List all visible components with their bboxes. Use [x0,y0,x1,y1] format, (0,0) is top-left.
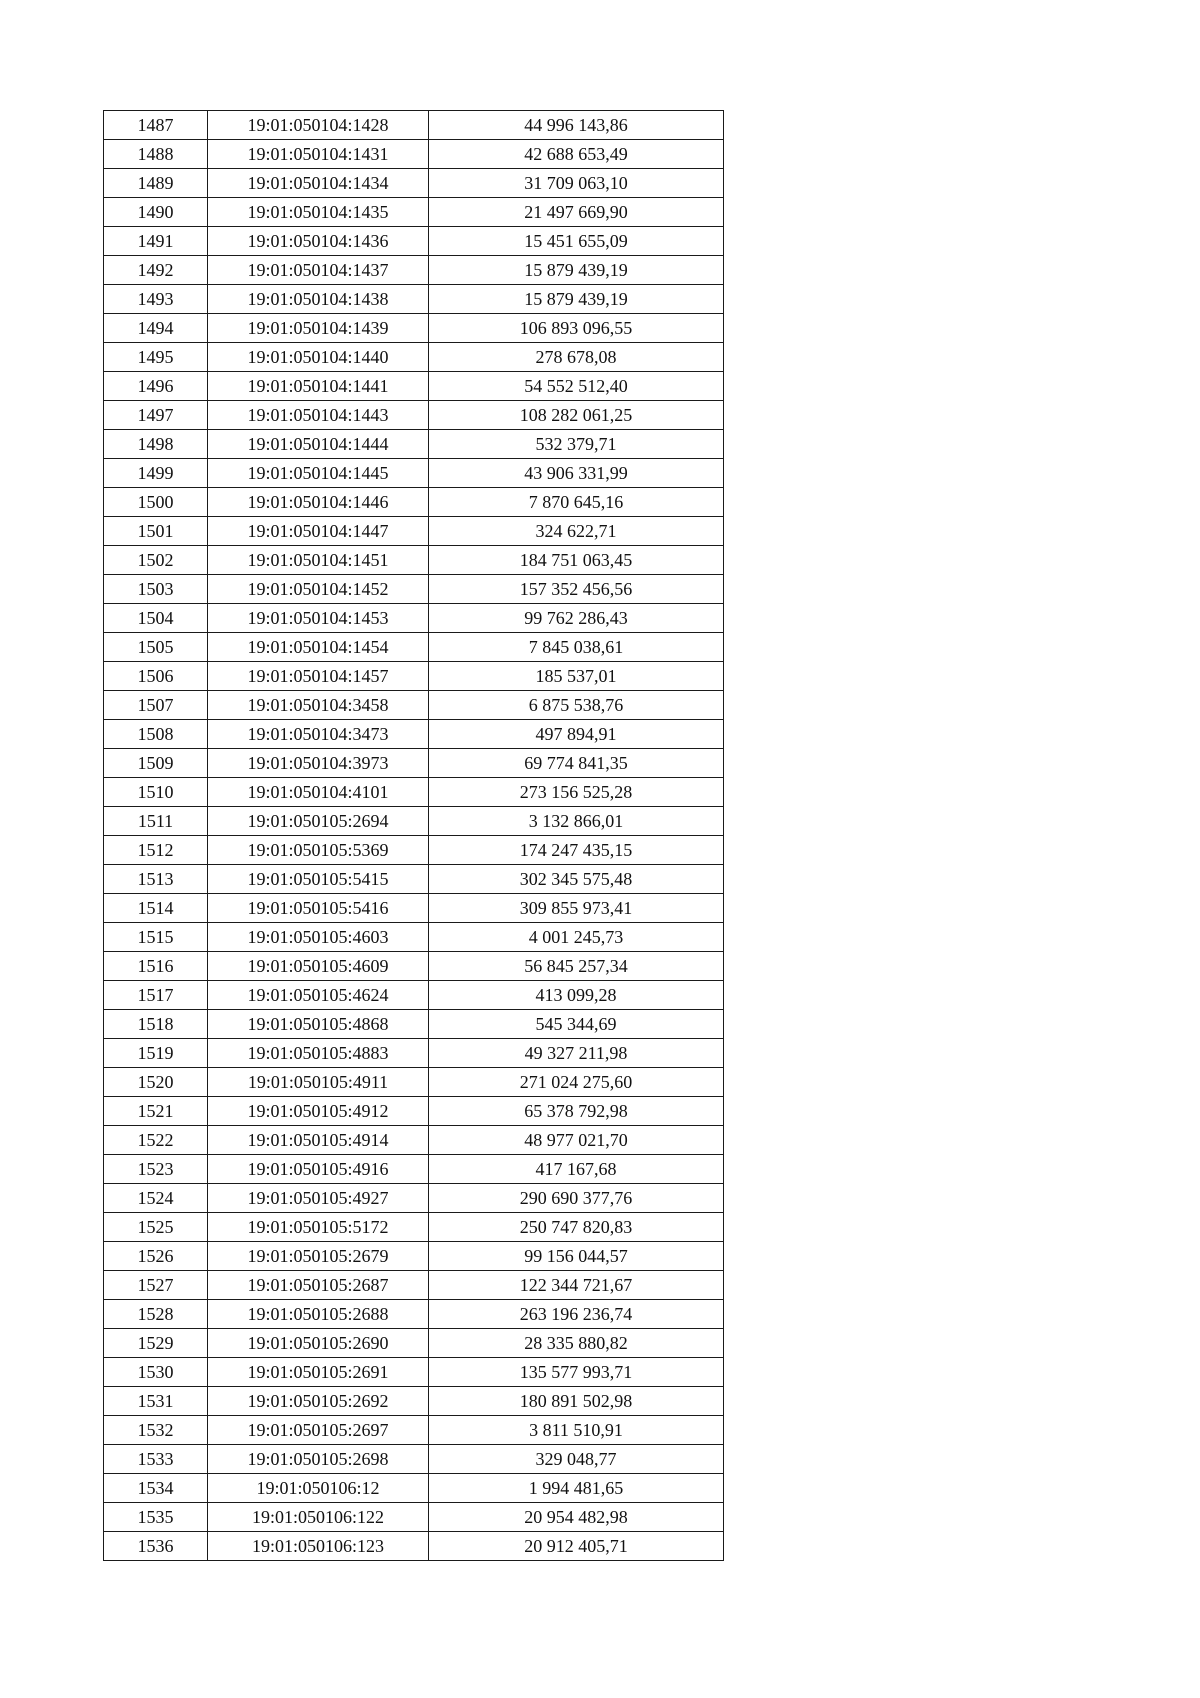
row-number-cell: 1525 [104,1213,208,1242]
table-row [104,169,724,198]
cadastral-number-cell: 19:01:050105:5172 [208,1213,429,1242]
cadastral-number-cell: 19:01:050104:1439 [208,314,429,343]
value-cell: 3 132 866,01 [429,807,724,836]
table-row [104,227,724,256]
table-row [104,401,724,430]
value-cell: 3 811 510,91 [429,1416,724,1445]
value-cell: 329 048,77 [429,1445,724,1474]
table-row [104,1242,724,1271]
table-row [104,662,724,691]
table-row [104,343,724,372]
value-cell: 135 577 993,71 [429,1358,724,1387]
cadastral-number-cell: 19:01:050105:5369 [208,836,429,865]
value-cell: 48 977 021,70 [429,1126,724,1155]
row-number-cell: 1521 [104,1097,208,1126]
row-number-cell: 1532 [104,1416,208,1445]
row-number-cell: 1508 [104,720,208,749]
table-row [104,1358,724,1387]
table-row [104,1184,724,1213]
row-number-cell: 1526 [104,1242,208,1271]
value-cell: 185 537,01 [429,662,724,691]
cadastral-number-cell: 19:01:050105:4609 [208,952,429,981]
row-number-cell: 1516 [104,952,208,981]
table-row [104,314,724,343]
row-number-cell: 1497 [104,401,208,430]
value-cell: 43 906 331,99 [429,459,724,488]
value-cell: 15 879 439,19 [429,285,724,314]
value-cell: 7 845 038,61 [429,633,724,662]
row-number-cell: 1511 [104,807,208,836]
table-row [104,778,724,807]
value-cell: 56 845 257,34 [429,952,724,981]
cadastral-number-cell: 19:01:050104:1436 [208,227,429,256]
table-row [104,140,724,169]
value-cell: 20 954 482,98 [429,1503,724,1532]
value-cell: 31 709 063,10 [429,169,724,198]
value-cell: 417 167,68 [429,1155,724,1184]
table-row [104,285,724,314]
table-row [104,865,724,894]
table-row [104,430,724,459]
cadastral-number-cell: 19:01:050105:4883 [208,1039,429,1068]
row-number-cell: 1522 [104,1126,208,1155]
value-cell: 545 344,69 [429,1010,724,1039]
row-number-cell: 1504 [104,604,208,633]
row-number-cell: 1509 [104,749,208,778]
row-number-cell: 1515 [104,923,208,952]
cadastral-number-cell: 19:01:050104:1447 [208,517,429,546]
cadastral-number-cell: 19:01:050104:1435 [208,198,429,227]
row-number-cell: 1535 [104,1503,208,1532]
row-number-cell: 1506 [104,662,208,691]
value-cell: 49 327 211,98 [429,1039,724,1068]
row-number-cell: 1531 [104,1387,208,1416]
row-number-cell: 1493 [104,285,208,314]
row-number-cell: 1530 [104,1358,208,1387]
cadastral-number-cell: 19:01:050105:5416 [208,894,429,923]
row-number-cell: 1517 [104,981,208,1010]
table-row [104,1271,724,1300]
row-number-cell: 1491 [104,227,208,256]
value-cell: 180 891 502,98 [429,1387,724,1416]
value-cell: 324 622,71 [429,517,724,546]
cadastral-number-cell: 19:01:050105:4603 [208,923,429,952]
cadastral-number-cell: 19:01:050104:1434 [208,169,429,198]
table-row [104,1039,724,1068]
row-number-cell: 1489 [104,169,208,198]
cadastral-number-cell: 19:01:050105:4868 [208,1010,429,1039]
table-row [104,1474,724,1503]
cadastral-number-cell: 19:01:050105:4624 [208,981,429,1010]
table-row [104,1300,724,1329]
value-cell: 42 688 653,49 [429,140,724,169]
value-cell: 4 001 245,73 [429,923,724,952]
row-number-cell: 1534 [104,1474,208,1503]
table-row [104,1503,724,1532]
value-cell: 309 855 973,41 [429,894,724,923]
cadastral-number-cell: 19:01:050104:1444 [208,430,429,459]
table-row [104,633,724,662]
value-cell: 263 196 236,74 [429,1300,724,1329]
table-row [104,256,724,285]
cadastral-number-cell: 19:01:050104:3973 [208,749,429,778]
cadastral-number-cell: 19:01:050105:2694 [208,807,429,836]
row-number-cell: 1500 [104,488,208,517]
cadastral-number-cell: 19:01:050105:4911 [208,1068,429,1097]
value-cell: 21 497 669,90 [429,198,724,227]
value-cell: 184 751 063,45 [429,546,724,575]
cadastral-number-cell: 19:01:050106:12 [208,1474,429,1503]
row-number-cell: 1487 [104,111,208,140]
table-row [104,1155,724,1184]
table-row [104,1068,724,1097]
table-row [104,1213,724,1242]
table-row [104,1532,724,1561]
value-cell: 6 875 538,76 [429,691,724,720]
value-cell: 69 774 841,35 [429,749,724,778]
row-number-cell: 1518 [104,1010,208,1039]
cadastral-number-cell: 19:01:050105:2687 [208,1271,429,1300]
table-row [104,488,724,517]
table-row [104,894,724,923]
table-row [104,1126,724,1155]
cadastral-number-cell: 19:01:050104:1438 [208,285,429,314]
table-row [104,198,724,227]
table-row [104,459,724,488]
cadastral-number-cell: 19:01:050105:2679 [208,1242,429,1271]
row-number-cell: 1528 [104,1300,208,1329]
row-number-cell: 1523 [104,1155,208,1184]
row-number-cell: 1512 [104,836,208,865]
value-cell: 174 247 435,15 [429,836,724,865]
cadastral-number-cell: 19:01:050105:2692 [208,1387,429,1416]
table-row [104,1387,724,1416]
table-row [104,981,724,1010]
value-cell: 65 378 792,98 [429,1097,724,1126]
row-number-cell: 1494 [104,314,208,343]
value-cell: 108 282 061,25 [429,401,724,430]
cadastral-number-cell: 19:01:050104:1446 [208,488,429,517]
cadastral-number-cell: 19:01:050105:4927 [208,1184,429,1213]
value-cell: 302 345 575,48 [429,865,724,894]
table-row [104,807,724,836]
row-number-cell: 1510 [104,778,208,807]
table-row [104,604,724,633]
row-number-cell: 1527 [104,1271,208,1300]
table-row [104,575,724,604]
table-row [104,749,724,778]
row-number-cell: 1514 [104,894,208,923]
table-row [104,372,724,401]
table-row [104,517,724,546]
value-cell: 7 870 645,16 [429,488,724,517]
row-number-cell: 1498 [104,430,208,459]
table-row [104,923,724,952]
row-number-cell: 1533 [104,1445,208,1474]
cadastral-number-cell: 19:01:050105:2690 [208,1329,429,1358]
value-cell: 20 912 405,71 [429,1532,724,1561]
data-table [103,110,724,1561]
cadastral-number-cell: 19:01:050104:1451 [208,546,429,575]
cadastral-number-cell: 19:01:050104:1443 [208,401,429,430]
cadastral-number-cell: 19:01:050105:2697 [208,1416,429,1445]
table-row [104,546,724,575]
cadastral-number-cell: 19:01:050105:5415 [208,865,429,894]
row-number-cell: 1524 [104,1184,208,1213]
row-number-cell: 1499 [104,459,208,488]
row-number-cell: 1503 [104,575,208,604]
cadastral-number-cell: 19:01:050105:4916 [208,1155,429,1184]
value-cell: 15 451 655,09 [429,227,724,256]
row-number-cell: 1520 [104,1068,208,1097]
row-number-cell: 1505 [104,633,208,662]
cadastral-number-cell: 19:01:050105:4914 [208,1126,429,1155]
row-number-cell: 1492 [104,256,208,285]
table-row [104,1097,724,1126]
row-number-cell: 1536 [104,1532,208,1561]
value-cell: 99 156 044,57 [429,1242,724,1271]
row-number-cell: 1495 [104,343,208,372]
value-cell: 250 747 820,83 [429,1213,724,1242]
value-cell: 1 994 481,65 [429,1474,724,1503]
value-cell: 532 379,71 [429,430,724,459]
cadastral-number-cell: 19:01:050105:2698 [208,1445,429,1474]
cadastral-number-cell: 19:01:050105:2691 [208,1358,429,1387]
row-number-cell: 1490 [104,198,208,227]
value-cell: 413 099,28 [429,981,724,1010]
cadastral-number-cell: 19:01:050104:1445 [208,459,429,488]
cadastral-number-cell: 19:01:050104:1457 [208,662,429,691]
table-row [104,1329,724,1358]
row-number-cell: 1529 [104,1329,208,1358]
cadastral-number-cell: 19:01:050105:2688 [208,1300,429,1329]
cadastral-number-cell: 19:01:050104:3458 [208,691,429,720]
cadastral-number-cell: 19:01:050104:1441 [208,372,429,401]
value-cell: 106 893 096,55 [429,314,724,343]
table-row [104,1010,724,1039]
cadastral-number-cell: 19:01:050106:123 [208,1532,429,1561]
table-row [104,836,724,865]
table-row [104,1416,724,1445]
row-number-cell: 1513 [104,865,208,894]
cadastral-number-cell: 19:01:050104:1452 [208,575,429,604]
value-cell: 99 762 286,43 [429,604,724,633]
row-number-cell: 1519 [104,1039,208,1068]
value-cell: 54 552 512,40 [429,372,724,401]
value-cell: 44 996 143,86 [429,111,724,140]
table-row [104,952,724,981]
value-cell: 157 352 456,56 [429,575,724,604]
table-body [104,111,724,1561]
cadastral-number-cell: 19:01:050104:1440 [208,343,429,372]
row-number-cell: 1507 [104,691,208,720]
cadastral-number-cell: 19:01:050104:1437 [208,256,429,285]
cadastral-number-cell: 19:01:050104:1454 [208,633,429,662]
value-cell: 271 024 275,60 [429,1068,724,1097]
value-cell: 290 690 377,76 [429,1184,724,1213]
cadastral-number-cell: 19:01:050104:1453 [208,604,429,633]
cadastral-number-cell: 19:01:050106:122 [208,1503,429,1532]
table-row [104,111,724,140]
value-cell: 278 678,08 [429,343,724,372]
value-cell: 28 335 880,82 [429,1329,724,1358]
table-row [104,1445,724,1474]
row-number-cell: 1496 [104,372,208,401]
value-cell: 273 156 525,28 [429,778,724,807]
value-cell: 497 894,91 [429,720,724,749]
cadastral-number-cell: 19:01:050105:4912 [208,1097,429,1126]
cadastral-number-cell: 19:01:050104:1431 [208,140,429,169]
value-cell: 122 344 721,67 [429,1271,724,1300]
value-cell: 15 879 439,19 [429,256,724,285]
row-number-cell: 1502 [104,546,208,575]
cadastral-number-cell: 19:01:050104:3473 [208,720,429,749]
row-number-cell: 1488 [104,140,208,169]
cadastral-number-cell: 19:01:050104:1428 [208,111,429,140]
table-row [104,720,724,749]
table-row [104,691,724,720]
cadastral-number-cell: 19:01:050104:4101 [208,778,429,807]
row-number-cell: 1501 [104,517,208,546]
